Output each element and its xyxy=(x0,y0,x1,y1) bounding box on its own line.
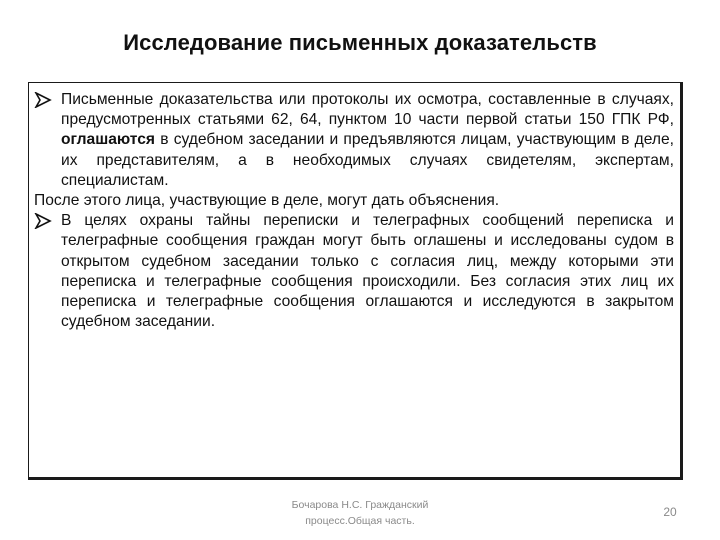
bullet-1-text-start: Письменные доказательства или протоколы их осмотра, составленные в случаях, предусмотренных статьями 62, 64, пунктом 10 части первой статьи 150 ГПК РФ, xyxy=(61,91,674,129)
bullet-1-emphasis: оглашаются xyxy=(61,131,156,149)
footer-author-line-2: процесс.Общая часть. xyxy=(305,515,415,527)
bullet-2-text: В целях охраны тайны переписки и телеграфных сообщений переписка и телеграфные сообщения граждан могут быть оглашены и исследованы судом в открытом судебном заседании только с согласия лиц, между которыми эти переписка и телеграфные сообщения происходили. Без согласия этих лиц их переписка и телеграфные сообщения оглашаются и исследуются в закрытом судебном заседании. xyxy=(61,212,674,331)
bullet-1-text-end: в судебном заседании и предъявляются лицам, участвующим в деле, их представителям, а в необходимых случаях свидетелям, экспертам, специалистам. xyxy=(61,131,674,189)
bullet-paragraph-1 xyxy=(34,90,674,191)
slide-content xyxy=(34,90,674,332)
bullet-paragraph-2 xyxy=(34,211,674,332)
slide-title: Исследование письменных доказательств xyxy=(123,30,597,55)
arrowhead-bullet-icon xyxy=(34,213,52,229)
footer-author xyxy=(280,497,440,529)
arrowhead-bullet-icon xyxy=(34,92,52,108)
plain-paragraph: После этого лица, участвующие в деле, могут дать объяснения. xyxy=(34,192,500,210)
page-number: 20 xyxy=(663,505,677,519)
footer-author-line-1: Бочарова Н.С. Гражданский xyxy=(291,499,429,511)
